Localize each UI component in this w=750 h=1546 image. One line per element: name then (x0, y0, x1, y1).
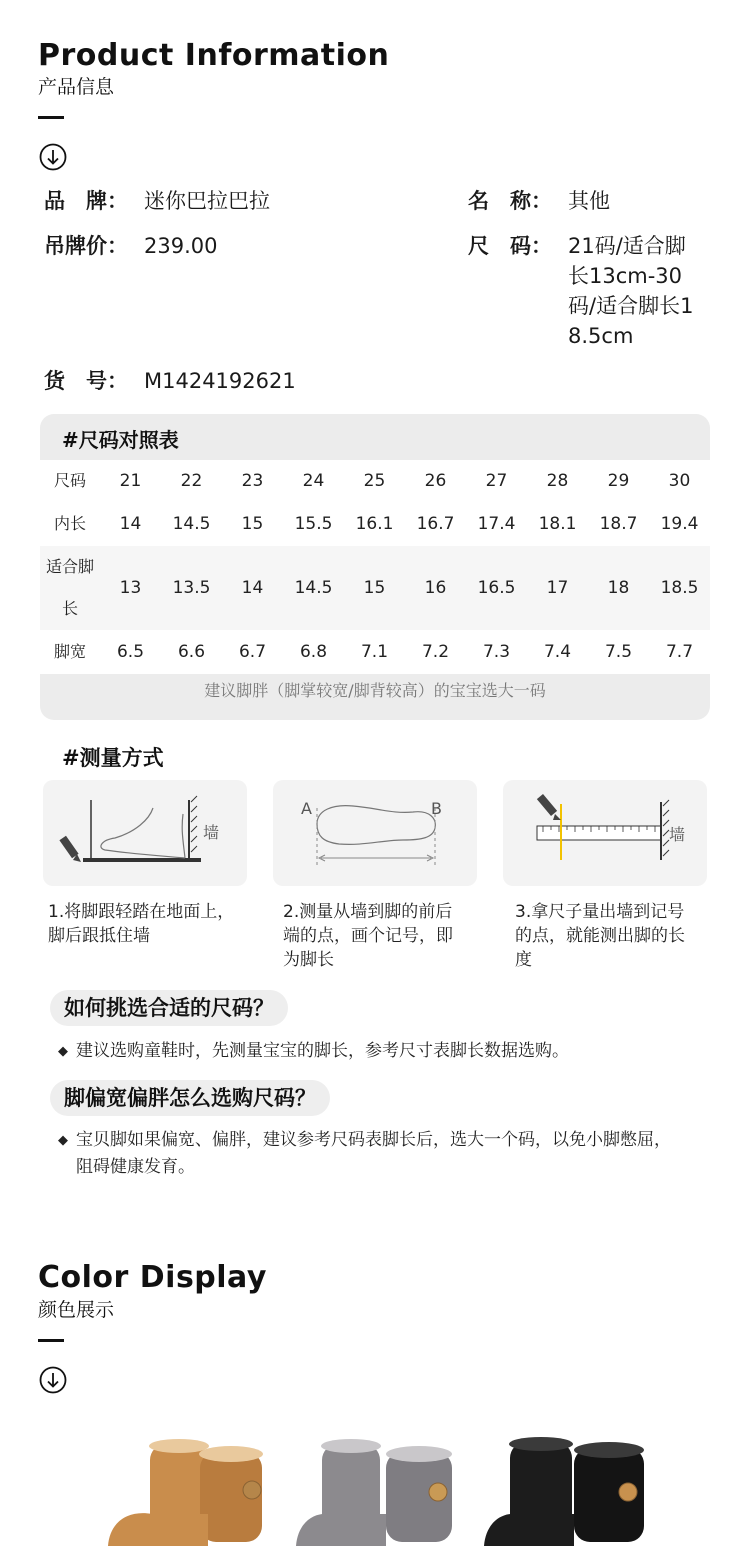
size-chart-title: #尺码对照表 (62, 428, 179, 452)
table-cell: 21 (119, 471, 142, 491)
row-label-line: 长 (61, 599, 78, 618)
measure-step-1-text (48, 900, 248, 948)
row-label: 脚宽 (53, 642, 86, 661)
table-cell: 7.1 (360, 642, 389, 662)
table-cell: 18.5 (660, 578, 699, 598)
size-chart-note: 建议脚胖（脚掌较宽/脚背较高）的宝宝选大一码 (204, 681, 546, 700)
boot-tan-image[interactable] (100, 1430, 290, 1546)
size-row-inner-length (40, 502, 710, 546)
brand-value: 迷你巴拉巴拉 (144, 189, 270, 213)
table-cell: 14.5 (294, 578, 333, 598)
table-cell: 29 (607, 471, 630, 491)
table-cell: 7.5 (604, 642, 633, 662)
table-cell: 19.4 (660, 514, 699, 534)
row-label-line: 适合脚 (45, 557, 94, 576)
foot-outline-icon (273, 780, 477, 886)
point-b-label: B (431, 799, 442, 818)
step-text-line: 3.拿尺子量出墙到记号 (515, 902, 685, 922)
table-cell: 13 (119, 578, 142, 598)
measure-step-1-illustration (43, 780, 247, 886)
size-row-size (40, 460, 710, 502)
table-cell: 7.4 (543, 642, 572, 662)
foot-against-wall-icon (43, 780, 247, 886)
size-value-line: 码/适合脚长1 (568, 294, 694, 318)
size-value-line: 8.5cm (568, 324, 634, 348)
table-cell: 13.5 (172, 578, 211, 598)
table-cell: 6.8 (299, 642, 328, 662)
table-cell: 27 (485, 471, 508, 491)
ruler-measure-icon (503, 780, 707, 886)
size-value-line: 长13cm-30 (568, 264, 683, 288)
table-cell: 23 (241, 471, 264, 491)
table-cell: 7.3 (482, 642, 511, 662)
name-value: 其他 (568, 189, 610, 213)
step-text-line: 度 (515, 950, 532, 970)
name-label: 名 称： (468, 189, 552, 213)
size-value-line: 21码/适合脚 (568, 234, 686, 258)
table-cell: 16.7 (416, 514, 455, 534)
section-subtitle-product-info: 产品信息 (38, 76, 115, 98)
measure-step-3-text (515, 900, 715, 972)
faq-answer-2 (76, 1127, 671, 1181)
row-label: 内长 (53, 514, 86, 533)
table-cell: 22 (180, 471, 203, 491)
section-title-color-display: Color Display (38, 1260, 267, 1295)
measure-step-2-illustration (273, 780, 477, 886)
wall-label: 墙 (203, 823, 220, 842)
size-row-foot-length (40, 546, 710, 630)
boot-grey-image[interactable] (290, 1430, 480, 1546)
section-divider (38, 116, 64, 119)
size-row-foot-width (40, 630, 710, 674)
table-cell: 30 (668, 471, 691, 491)
arrow-down-circle-icon[interactable] (38, 1365, 68, 1395)
table-cell: 16 (424, 578, 447, 598)
size-value (568, 231, 693, 351)
measure-step-3-illustration (503, 780, 707, 886)
section-title-product-info: Product Information (38, 38, 390, 73)
measure-step-2-text (283, 900, 483, 972)
section-subtitle-color-display: 颜色展示 (38, 1299, 115, 1321)
table-cell: 6.7 (238, 642, 267, 662)
boot-black-image[interactable] (480, 1430, 670, 1546)
table-cell: 7.7 (665, 642, 694, 662)
table-cell: 17 (546, 578, 569, 598)
answer-line: 建议选购童鞋时，先测量宝宝的脚长，参考尺寸表脚长数据选购。 (76, 1041, 569, 1061)
step-text-line: 脚后跟抵住墙 (48, 926, 150, 946)
table-cell: 16.1 (355, 514, 394, 534)
table-cell: 15.5 (294, 514, 333, 534)
row-label (40, 546, 100, 630)
point-a-label: A (301, 799, 312, 818)
table-cell: 14.5 (172, 514, 211, 534)
faq-answer-1 (76, 1038, 569, 1065)
answer-line: 宝贝脚如果偏宽、偏胖，建议参考尺码表脚长后，选大一个码，以免小脚憋屈， (76, 1130, 671, 1150)
row-label: 尺码 (53, 471, 86, 490)
table-cell: 16.5 (477, 578, 516, 598)
step-text-line: 的点，就能测出脚的长 (515, 926, 685, 946)
table-cell: 24 (302, 471, 325, 491)
table-cell: 18 (607, 578, 630, 598)
table-cell: 18.1 (538, 514, 577, 534)
answer-line: 阻碍健康发育。 (76, 1157, 195, 1177)
arrow-down-circle-icon[interactable] (38, 142, 68, 172)
item-number-label: 货 号： (44, 369, 128, 393)
table-cell: 6.5 (116, 642, 145, 662)
table-cell: 26 (424, 471, 447, 491)
bullet-diamond-icon: ◆ (58, 1044, 68, 1059)
step-text-line: 2.测量从墙到脚的前后 (283, 902, 453, 922)
table-cell: 25 (363, 471, 386, 491)
wall-label: 墙 (669, 825, 686, 844)
price-label: 吊牌价： (44, 234, 128, 258)
price-value: 239.00 (144, 234, 218, 258)
size-chart-card (40, 414, 710, 720)
table-cell: 15 (363, 578, 386, 598)
table-cell: 18.7 (599, 514, 638, 534)
measure-title: #测量方式 (62, 746, 164, 770)
step-text-line: 端的点，画个记号，即 (283, 926, 453, 946)
step-text-line: 1.将脚跟轻踏在地面上， (48, 902, 235, 922)
item-number-value: M1424192621 (144, 369, 296, 393)
brand-label: 品 牌： (44, 189, 128, 213)
bullet-diamond-icon: ◆ (58, 1133, 68, 1148)
table-cell: 14 (119, 514, 142, 534)
faq-question-2: 脚偏宽偏胖怎么选购尺码？ (50, 1080, 330, 1116)
table-cell: 15 (241, 514, 264, 534)
section-divider (38, 1339, 64, 1342)
step-text-line: 为脚长 (283, 950, 334, 970)
table-cell: 14 (241, 578, 264, 598)
table-cell: 7.2 (421, 642, 450, 662)
faq-question-1: 如何挑选合适的尺码？ (50, 990, 288, 1026)
size-label: 尺 码： (468, 234, 552, 258)
table-cell: 28 (546, 471, 569, 491)
table-cell: 6.6 (177, 642, 206, 662)
table-cell: 17.4 (477, 514, 516, 534)
